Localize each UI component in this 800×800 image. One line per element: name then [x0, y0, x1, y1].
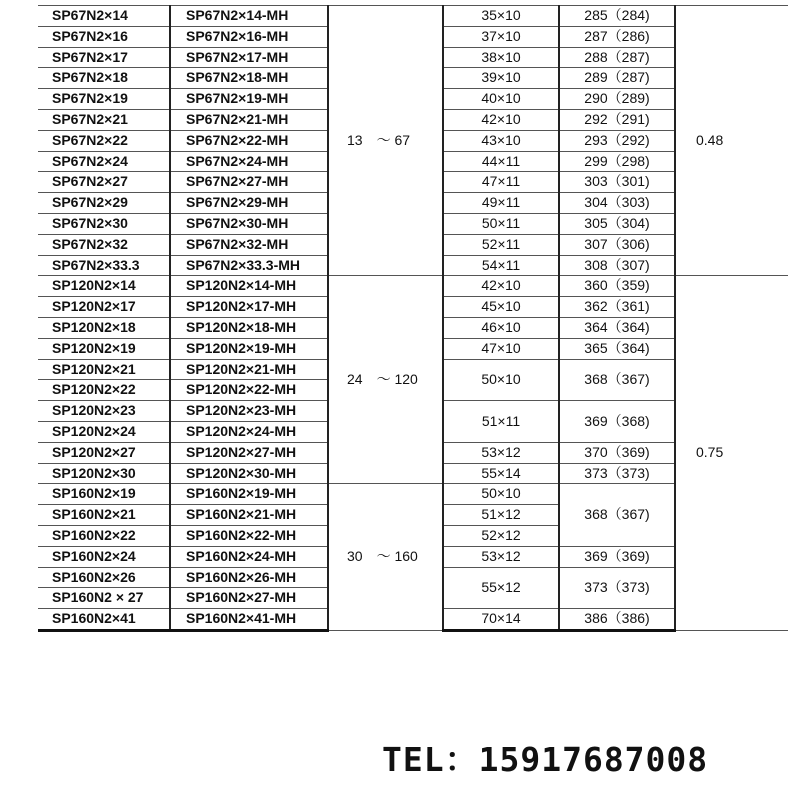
weight-cell: 369（368) [559, 401, 675, 443]
dimension-cell: 42×10 [443, 109, 559, 130]
dimension-cell: 70×14 [443, 609, 559, 631]
model-mh-cell: SP120N2×21-MH [170, 359, 328, 380]
weight-cell: 386（386) [559, 609, 675, 631]
range-cell: 13 ～ 67 [328, 6, 443, 276]
model-cell: SP67N2×27 [38, 172, 170, 193]
model-cell: SP160N2×19 [38, 484, 170, 505]
model-cell: SP120N2×27 [38, 442, 170, 463]
weight-cell: 368（367) [559, 484, 675, 546]
model-mh-cell: SP67N2×21-MH [170, 109, 328, 130]
dimension-cell: 51×11 [443, 401, 559, 443]
weight-cell: 292（291) [559, 109, 675, 130]
table-row [38, 276, 788, 297]
model-cell: SP120N2×24 [38, 421, 170, 442]
model-mh-cell: SP120N2×24-MH [170, 421, 328, 442]
model-mh-cell: SP67N2×19-MH [170, 89, 328, 110]
model-cell: SP160N2×26 [38, 567, 170, 588]
dimension-cell: 50×10 [443, 484, 559, 505]
model-mh-cell: SP120N2×14-MH [170, 276, 328, 297]
weight-cell: 305（304) [559, 213, 675, 234]
model-mh-cell: SP67N2×17-MH [170, 47, 328, 68]
model-mh-cell: SP120N2×22-MH [170, 380, 328, 401]
weight-cell: 308（307) [559, 255, 675, 276]
model-mh-cell: SP160N2×22-MH [170, 525, 328, 546]
weight-cell: 307（306) [559, 234, 675, 255]
dimension-cell: 49×11 [443, 193, 559, 214]
model-cell: SP67N2×33.3 [38, 255, 170, 276]
model-cell: SP160N2×21 [38, 505, 170, 526]
weight-cell: 373（373) [559, 463, 675, 484]
model-cell: SP160N2 × 27 [38, 588, 170, 609]
weight-cell: 370（369) [559, 442, 675, 463]
weight-cell: 299（298) [559, 151, 675, 172]
dimension-cell: 51×12 [443, 505, 559, 526]
model-cell: SP67N2×21 [38, 109, 170, 130]
dimension-cell: 52×11 [443, 234, 559, 255]
model-mh-cell: SP67N2×30-MH [170, 213, 328, 234]
model-cell: SP120N2×14 [38, 276, 170, 297]
dimension-cell: 54×11 [443, 255, 559, 276]
weight-cell: 287（286) [559, 26, 675, 47]
model-cell: SP67N2×24 [38, 151, 170, 172]
model-cell: SP120N2×21 [38, 359, 170, 380]
model-mh-cell: SP160N2×27-MH [170, 588, 328, 609]
dimension-cell: 47×11 [443, 172, 559, 193]
model-mh-cell: SP120N2×27-MH [170, 442, 328, 463]
weight-cell: 293（292) [559, 130, 675, 151]
model-mh-cell: SP67N2×32-MH [170, 234, 328, 255]
weight-cell: 369（369) [559, 546, 675, 567]
model-cell: SP67N2×22 [38, 130, 170, 151]
model-mh-cell: SP160N2×24-MH [170, 546, 328, 567]
model-mh-cell: SP67N2×16-MH [170, 26, 328, 47]
dimension-cell: 43×10 [443, 130, 559, 151]
model-cell: SP67N2×14 [38, 6, 170, 27]
weight-cell: 304（303) [559, 193, 675, 214]
model-mh-cell: SP120N2×18-MH [170, 317, 328, 338]
model-cell: SP120N2×23 [38, 401, 170, 422]
model-mh-cell: SP67N2×18-MH [170, 68, 328, 89]
range-cell: 24 ～ 120 [328, 276, 443, 484]
dimension-cell: 39×10 [443, 68, 559, 89]
model-mh-cell: SP120N2×23-MH [170, 401, 328, 422]
model-mh-cell: SP67N2×24-MH [170, 151, 328, 172]
table-row [38, 6, 788, 27]
dimension-cell: 38×10 [443, 47, 559, 68]
dimension-cell: 44×11 [443, 151, 559, 172]
dimension-cell: 55×14 [443, 463, 559, 484]
model-mh-cell: SP160N2×26-MH [170, 567, 328, 588]
weight-cell: 373（373) [559, 567, 675, 609]
model-mh-cell: SP67N2×33.3-MH [170, 255, 328, 276]
dimension-cell: 45×10 [443, 297, 559, 318]
spec-table [38, 5, 788, 632]
dimension-cell: 55×12 [443, 567, 559, 609]
weight-cell: 368（367) [559, 359, 675, 401]
range-cell: 30 ～ 160 [328, 484, 443, 631]
dimension-cell: 42×10 [443, 276, 559, 297]
dimension-cell: 50×10 [443, 359, 559, 401]
model-cell: SP67N2×17 [38, 47, 170, 68]
model-mh-cell: SP160N2×21-MH [170, 505, 328, 526]
model-cell: SP67N2×30 [38, 213, 170, 234]
tel-number: 15917687008 [478, 740, 709, 779]
model-mh-cell: SP160N2×41-MH [170, 609, 328, 631]
model-mh-cell: SP67N2×27-MH [170, 172, 328, 193]
model-cell: SP120N2×18 [38, 317, 170, 338]
model-mh-cell: SP120N2×19-MH [170, 338, 328, 359]
model-cell: SP120N2×30 [38, 463, 170, 484]
model-mh-cell: SP67N2×14-MH [170, 6, 328, 27]
weight-cell: 362（361) [559, 297, 675, 318]
contact-telephone [382, 734, 708, 781]
rate-cell: 0.48 [675, 6, 788, 276]
model-cell: SP120N2×22 [38, 380, 170, 401]
rate-cell: 0.75 [675, 276, 788, 631]
dimension-cell: 50×11 [443, 213, 559, 234]
model-cell: SP120N2×17 [38, 297, 170, 318]
model-cell: SP67N2×16 [38, 26, 170, 47]
dimension-cell: 40×10 [443, 89, 559, 110]
dimension-cell: 37×10 [443, 26, 559, 47]
dimension-cell: 53×12 [443, 546, 559, 567]
model-cell: SP67N2×18 [38, 68, 170, 89]
model-mh-cell: SP120N2×17-MH [170, 297, 328, 318]
model-mh-cell: SP67N2×29-MH [170, 193, 328, 214]
dimension-cell: 46×10 [443, 317, 559, 338]
model-cell: SP160N2×41 [38, 609, 170, 631]
dimension-cell: 47×10 [443, 338, 559, 359]
dimension-cell: 35×10 [443, 6, 559, 27]
dimension-cell: 53×12 [443, 442, 559, 463]
weight-cell: 289（287) [559, 68, 675, 89]
model-cell: SP67N2×32 [38, 234, 170, 255]
model-cell: SP67N2×19 [38, 89, 170, 110]
model-cell: SP120N2×19 [38, 338, 170, 359]
weight-cell: 365（364) [559, 338, 675, 359]
model-cell: SP67N2×29 [38, 193, 170, 214]
model-cell: SP160N2×24 [38, 546, 170, 567]
model-cell: SP160N2×22 [38, 525, 170, 546]
weight-cell: 288（287) [559, 47, 675, 68]
weight-cell: 364（364) [559, 317, 675, 338]
model-mh-cell: SP120N2×30-MH [170, 463, 328, 484]
weight-cell: 285（284) [559, 6, 675, 27]
model-mh-cell: SP160N2×19-MH [170, 484, 328, 505]
weight-cell: 290（289) [559, 89, 675, 110]
tel-label: TEL： [382, 740, 479, 779]
model-mh-cell: SP67N2×22-MH [170, 130, 328, 151]
weight-cell: 360（359) [559, 276, 675, 297]
dimension-cell: 52×12 [443, 525, 559, 546]
weight-cell: 303（301) [559, 172, 675, 193]
